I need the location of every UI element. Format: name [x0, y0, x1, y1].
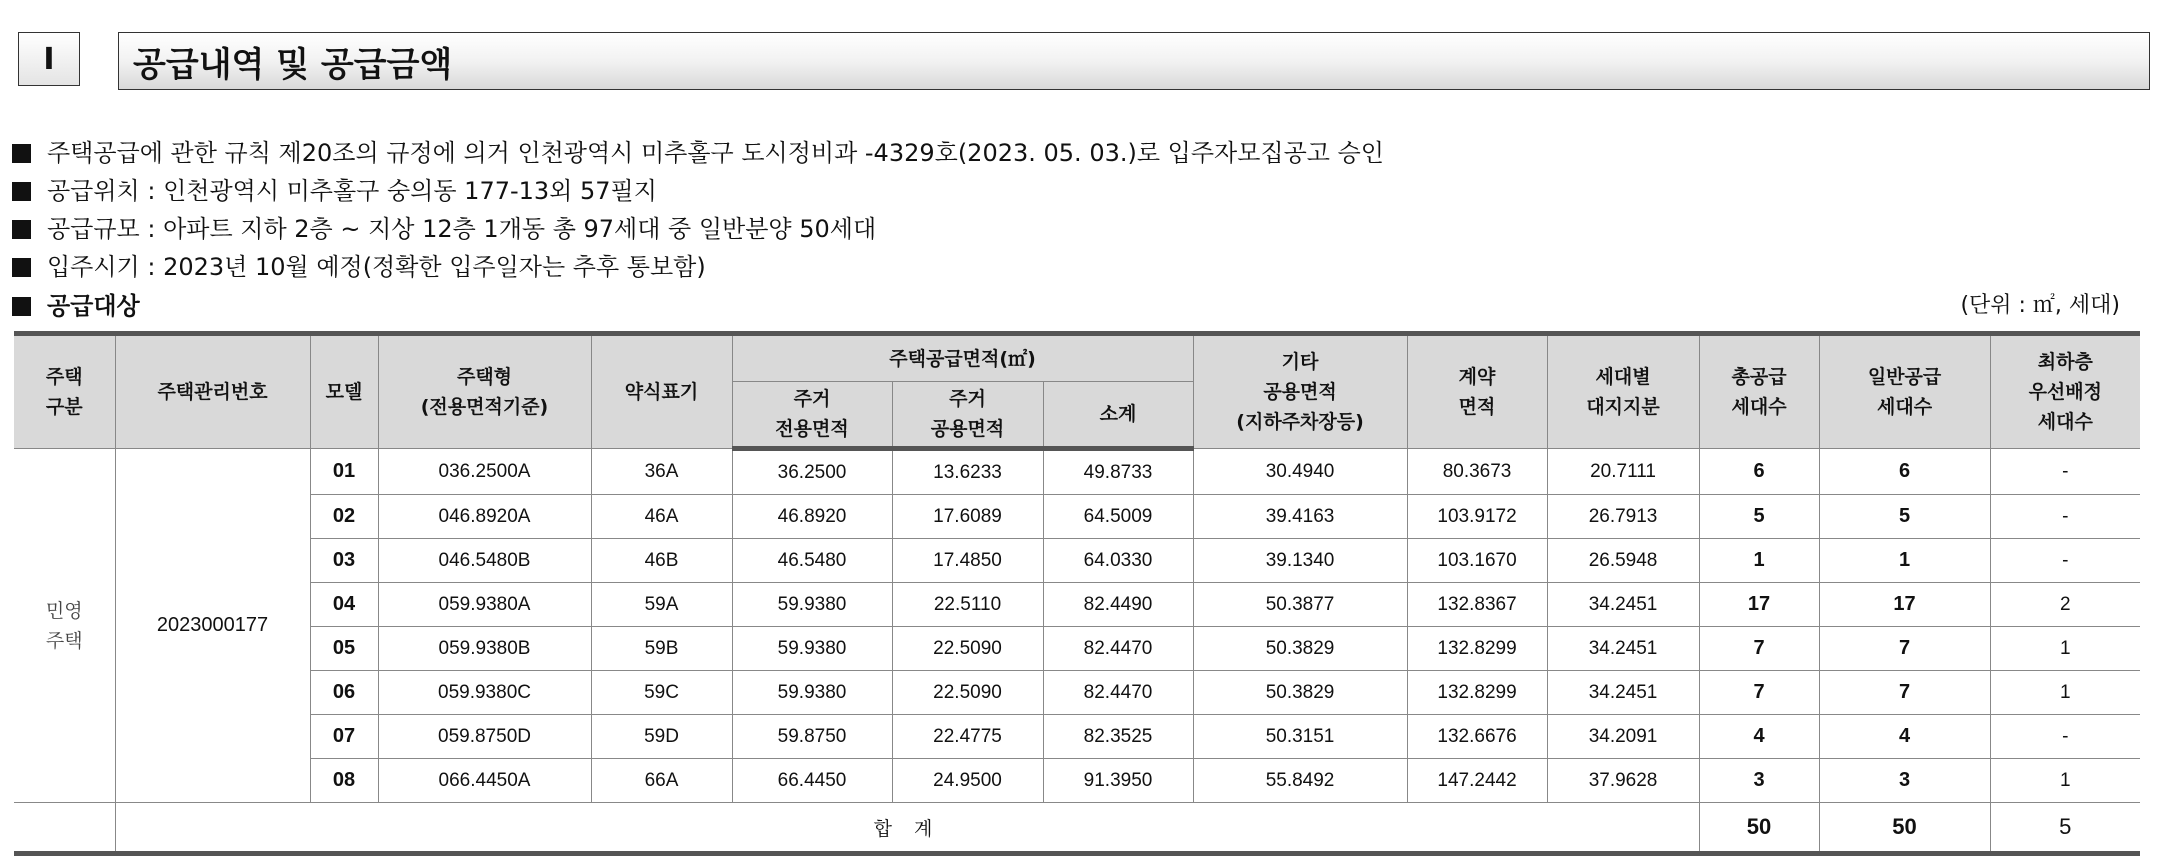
- land-cell: 26.5948: [1547, 539, 1699, 583]
- land-cell: 34.2451: [1547, 627, 1699, 671]
- common-cell: 24.9500: [892, 759, 1043, 803]
- header-lowest-floor: 최하층 우선배정 세대수: [1990, 334, 2140, 449]
- etc-cell: 39.1340: [1193, 539, 1407, 583]
- model-cell: 02: [310, 495, 378, 539]
- common-cell: 22.5090: [892, 627, 1043, 671]
- general-cell: 17: [1819, 583, 1990, 627]
- contract-cell: 103.1670: [1407, 539, 1547, 583]
- subtotal-cell: 82.4470: [1043, 627, 1193, 671]
- short-cell: 66A: [591, 759, 732, 803]
- table-row: [14, 627, 2140, 671]
- square-bullet-icon: [12, 182, 31, 201]
- sum-label: 합 계: [115, 803, 1699, 854]
- section-number: I: [18, 32, 80, 86]
- sum-lowest: 5: [1990, 803, 2140, 854]
- contract-cell: 80.3673: [1407, 449, 1547, 495]
- house-type-cell: 민영 주택: [14, 449, 115, 803]
- lowest-cell: -: [1990, 715, 2140, 759]
- subtotal-cell: 82.4490: [1043, 583, 1193, 627]
- lowest-cell: 1: [1990, 759, 2140, 803]
- header-subtotal: 소계: [1043, 382, 1193, 449]
- contract-cell: 132.8299: [1407, 671, 1547, 715]
- model-cell: 08: [310, 759, 378, 803]
- header-type: 주택형 (전용면적기준): [378, 334, 591, 449]
- model-cell: 01: [310, 449, 378, 495]
- excl-cell: 59.9380: [732, 671, 892, 715]
- type-cell: 059.9380A: [378, 583, 591, 627]
- model-cell: 07: [310, 715, 378, 759]
- common-cell: 22.5110: [892, 583, 1043, 627]
- table-row: [14, 539, 2140, 583]
- total-cell: 6: [1699, 449, 1819, 495]
- header-contract-area: 계약 면적: [1407, 334, 1547, 449]
- table-row: [14, 583, 2140, 627]
- excl-cell: 36.2500: [732, 449, 892, 495]
- general-cell: 3: [1819, 759, 1990, 803]
- sum-total: 50: [1699, 803, 1819, 854]
- etc-cell: 30.4940: [1193, 449, 1407, 495]
- header-land-share: 세대별 대지지분: [1547, 334, 1699, 449]
- type-cell: 059.8750D: [378, 715, 591, 759]
- land-cell: 37.9628: [1547, 759, 1699, 803]
- model-cell: 05: [310, 627, 378, 671]
- subtotal-cell: 82.4470: [1043, 671, 1193, 715]
- excl-cell: 46.8920: [732, 495, 892, 539]
- etc-cell: 55.8492: [1193, 759, 1407, 803]
- bullet-scale: 공급규모 : 아파트 지하 2층 ~ 지상 12층 1개동 총 97세대 중 일반분양 50세대: [12, 210, 1384, 248]
- etc-cell: 50.3829: [1193, 671, 1407, 715]
- contract-cell: 132.8367: [1407, 583, 1547, 627]
- table-row: [14, 449, 2140, 495]
- contract-cell: 132.6676: [1407, 715, 1547, 759]
- bullet-move-in: 입주시기 : 2023년 10월 예정(정확한 입주일자는 추후 통보함): [12, 248, 1384, 286]
- square-bullet-icon: [12, 144, 31, 163]
- model-cell: 04: [310, 583, 378, 627]
- excl-cell: 59.9380: [732, 627, 892, 671]
- etc-cell: 50.3877: [1193, 583, 1407, 627]
- lowest-cell: 1: [1990, 671, 2140, 715]
- total-cell: 7: [1699, 627, 1819, 671]
- short-cell: 46B: [591, 539, 732, 583]
- lowest-cell: 2: [1990, 583, 2140, 627]
- header-common-area: 주거 공용면적: [892, 382, 1043, 449]
- info-bullet-list: [12, 134, 1384, 286]
- etc-cell: 50.3151: [1193, 715, 1407, 759]
- short-cell: 36A: [591, 449, 732, 495]
- sum-general: 50: [1819, 803, 1990, 854]
- subtotal-cell: 64.0330: [1043, 539, 1193, 583]
- bullet-location: 공급위치 : 인천광역시 미추홀구 숭의동 177-13외 57필지: [12, 172, 1384, 210]
- total-cell: 3: [1699, 759, 1819, 803]
- common-cell: 17.6089: [892, 495, 1043, 539]
- contract-cell: 132.8299: [1407, 627, 1547, 671]
- land-cell: 34.2451: [1547, 583, 1699, 627]
- land-cell: 26.7913: [1547, 495, 1699, 539]
- section-title: 공급내역 및 공급금액: [118, 32, 2150, 90]
- excl-cell: 66.4450: [732, 759, 892, 803]
- excl-cell: 46.5480: [732, 539, 892, 583]
- land-cell: 34.2451: [1547, 671, 1699, 715]
- subtotal-cell: 82.3525: [1043, 715, 1193, 759]
- type-cell: 036.2500A: [378, 449, 591, 495]
- short-cell: 59A: [591, 583, 732, 627]
- header-supply-area: 주택공급면적(㎡): [732, 334, 1193, 382]
- land-cell: 20.7111: [1547, 449, 1699, 495]
- square-bullet-icon: [12, 258, 31, 277]
- total-cell: 1: [1699, 539, 1819, 583]
- general-cell: 7: [1819, 627, 1990, 671]
- bullet-approval: 주택공급에 관한 규칙 제20조의 규정에 의거 인천광역시 미추홀구 도시정비과 -4329호(2023. 05. 03.)로 입주자모집공고 승인: [12, 134, 1384, 172]
- header-etc-area: 기타 공용면적 (지하주차장등): [1193, 334, 1407, 449]
- table-row: [14, 715, 2140, 759]
- mgmt-no-cell: 2023000177: [115, 449, 310, 803]
- total-cell: 4: [1699, 715, 1819, 759]
- unit-note: (단위 : ㎡, 세대): [1960, 293, 2120, 318]
- total-cell: 5: [1699, 495, 1819, 539]
- common-cell: 17.4850: [892, 539, 1043, 583]
- table-row: [14, 759, 2140, 803]
- header-general-supply: 일반공급 세대수: [1819, 334, 1990, 449]
- common-cell: 22.4775: [892, 715, 1043, 759]
- model-cell: 03: [310, 539, 378, 583]
- lowest-cell: 1: [1990, 627, 2140, 671]
- general-cell: 5: [1819, 495, 1990, 539]
- header-short: 약식표기: [591, 334, 732, 449]
- header-model: 모델: [310, 334, 378, 449]
- lowest-cell: -: [1990, 495, 2140, 539]
- type-cell: 059.9380C: [378, 671, 591, 715]
- table-row: [14, 495, 2140, 539]
- header-excl-area: 주거 전용면적: [732, 382, 892, 449]
- etc-cell: 50.3829: [1193, 627, 1407, 671]
- subtotal-cell: 91.3950: [1043, 759, 1193, 803]
- general-cell: 4: [1819, 715, 1990, 759]
- model-cell: 06: [310, 671, 378, 715]
- square-bullet-icon: [12, 297, 31, 316]
- common-cell: 22.5090: [892, 671, 1043, 715]
- type-cell: 046.5480B: [378, 539, 591, 583]
- common-cell: 13.6233: [892, 449, 1043, 495]
- short-cell: 59D: [591, 715, 732, 759]
- square-bullet-icon: [12, 220, 31, 239]
- etc-cell: 39.4163: [1193, 495, 1407, 539]
- general-cell: 7: [1819, 671, 1990, 715]
- contract-cell: 147.2442: [1407, 759, 1547, 803]
- header-total-supply: 총공급 세대수: [1699, 334, 1819, 449]
- lowest-cell: -: [1990, 539, 2140, 583]
- general-cell: 6: [1819, 449, 1990, 495]
- land-cell: 34.2091: [1547, 715, 1699, 759]
- header-mgmt-no: 주택관리번호: [115, 334, 310, 449]
- total-cell: 7: [1699, 671, 1819, 715]
- excl-cell: 59.9380: [732, 583, 892, 627]
- subtotal-cell: 49.8733: [1043, 449, 1193, 495]
- type-cell: 046.8920A: [378, 495, 591, 539]
- table-row: [14, 671, 2140, 715]
- lowest-cell: -: [1990, 449, 2140, 495]
- sum-empty-cell: [14, 803, 115, 854]
- short-cell: 59C: [591, 671, 732, 715]
- short-cell: 46A: [591, 495, 732, 539]
- header-house-type: 주택 구분: [14, 334, 115, 449]
- general-cell: 1: [1819, 539, 1990, 583]
- contract-cell: 103.9172: [1407, 495, 1547, 539]
- supply-target-heading: 공급대상: [12, 286, 140, 321]
- short-cell: 59B: [591, 627, 732, 671]
- sum-row: [14, 803, 2140, 854]
- type-cell: 066.4450A: [378, 759, 591, 803]
- type-cell: 059.9380B: [378, 627, 591, 671]
- supply-table: [14, 331, 2140, 856]
- excl-cell: 59.8750: [732, 715, 892, 759]
- subtotal-cell: 64.5009: [1043, 495, 1193, 539]
- total-cell: 17: [1699, 583, 1819, 627]
